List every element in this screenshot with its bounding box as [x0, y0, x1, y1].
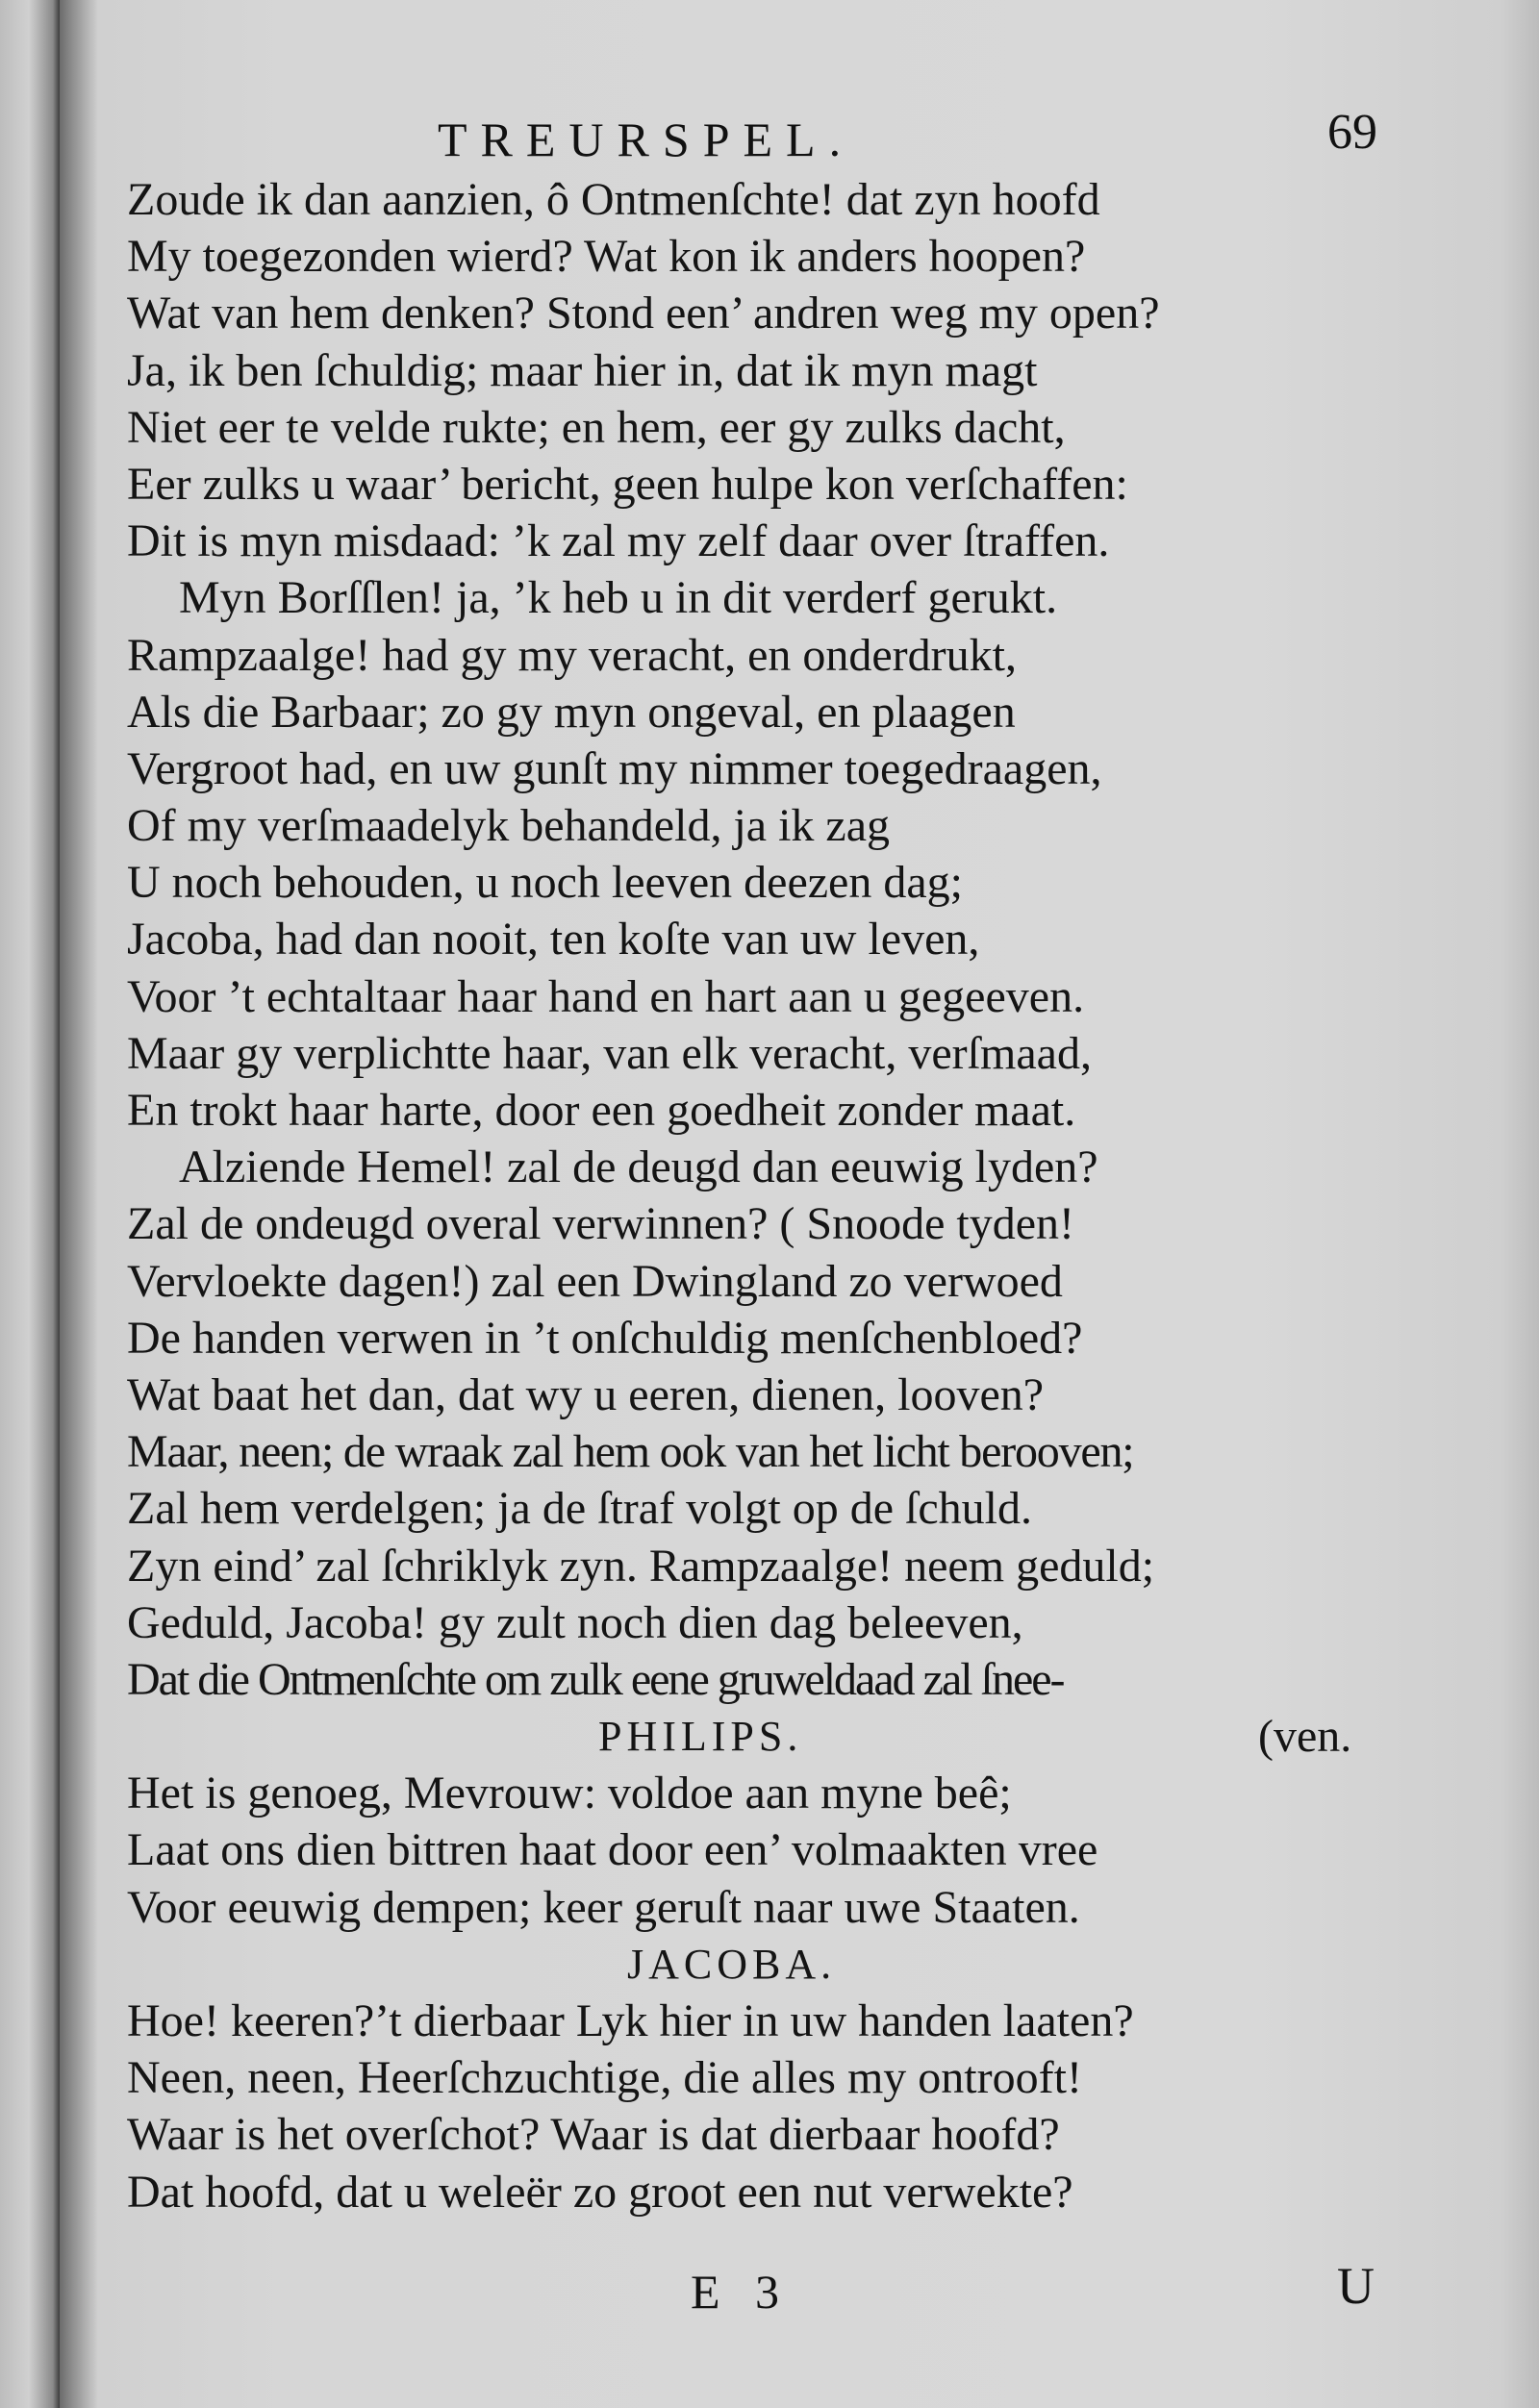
verse-line: En trokt haar harte, door een goedheit zonder maat.: [127, 1085, 1076, 1136]
verse-line: Als die Barbaar; zo gy myn ongeval, en plaagen: [127, 686, 1016, 738]
speaker-name-jacoba: JACOBA.: [627, 1940, 837, 1988]
verse-line: Dat hoofd, dat u weleër zo groot een nut verwekte?: [127, 2166, 1073, 2218]
verse-line: Vervloekte dagen!) zal een Dwingland zo verwoed: [127, 1255, 1063, 1307]
previous-page-edge: [0, 0, 60, 2408]
verse-line: Maar, neen; de wraak zal hem ook van het licht berooven;: [127, 1426, 1134, 1478]
turnover-word: (ven.: [1258, 1711, 1352, 1763]
verse-line: Het is genoeg, Mevrouw: voldoe aan myne beê;: [127, 1768, 1012, 1819]
verse-line: My toegezonden wierd? Wat kon ik anders hoopen?: [127, 231, 1086, 283]
verse-line: Dat die Ontmenſchte om zulk eene gruweldaad zal ſnee-: [127, 1653, 1064, 1705]
verse-line: Dit is myn misdaad: ’k zal my zelf daar over ſtraffen.: [127, 515, 1110, 567]
verse-line: Zoude ik dan aanzien, ô Ontmenſchte! dat zyn hoofd: [127, 174, 1100, 225]
verse-line: Geduld, Jacoba! gy zult noch dien dag beleeven,: [127, 1596, 1023, 1648]
speaker-heading-row: [127, 1708, 1397, 1765]
catchword: U: [1337, 2257, 1375, 2315]
gutter-shadow: [60, 0, 98, 2408]
verse-line: U noch behouden, u noch leeven deezen dag;: [127, 857, 963, 909]
verse-line: Ja, ik ben ſchuldig; maar hier in, dat ik myn magt: [127, 344, 1038, 396]
signature-mark: E 3: [691, 2265, 792, 2319]
verse-line: Alziende Hemel! zal de deugd dan eeuwig lyden?: [179, 1141, 1098, 1193]
verse-line: Wat baat het dan, dat wy u eeren, dienen, looven?: [127, 1368, 1045, 1420]
verse-line: Wat van hem denken? Stond een’ andren weg my open?: [127, 288, 1160, 339]
verse-line: Maar gy verplichtte haar, van elk veracht, verſmaad,: [127, 1027, 1092, 1079]
verse-line: Voor ’t echtaltaar haar hand en hart aan u gegeeven.: [127, 970, 1085, 1022]
verse-line: Waar is het overſchot? Waar is dat dierbaar hoofd?: [127, 2109, 1060, 2161]
verse-line: Neen, neen, Heerſchzuchtige, die alles my ontrooft!: [127, 2052, 1082, 2104]
verse-line: Myn Borſſlen! ja, ’k heb u in dit verderf gerukt.: [179, 572, 1058, 624]
verse-line: Vergroot had, en uw gunſt my nimmer toegedraagen,: [127, 742, 1102, 794]
verse-text: [127, 171, 1397, 2220]
verse-line: Jacoba, had dan nooit, ten koſte van uw leven,: [127, 914, 980, 966]
page-number: 69: [1327, 105, 1377, 160]
page-footer: [0, 2250, 1539, 2327]
verse-line: Eer zulks u waar’ bericht, geen hulpe kon verſchaffen:: [127, 458, 1128, 510]
verse-line: Zal de ondeugd overal verwinnen? ( Snoode tyden!: [127, 1198, 1075, 1250]
verse-line: Niet eer te velde rukte; en hem, eer gy zulks dacht,: [127, 401, 1066, 453]
running-title: TREURSPEL.: [438, 113, 855, 166]
speaker-name-philips: PHILIPS.: [598, 1713, 803, 1761]
verse-line: Voor eeuwig dempen; keer geruſt naar uwe Staaten.: [127, 1881, 1080, 1933]
speaker-heading-row: [127, 1936, 1397, 1993]
verse-line: Hoe! keeren?’t dierbaar Lyk hier in uw handen laaten?: [127, 1995, 1134, 2046]
verse-line: Zal hem verdelgen; ja de ſtraf volgt op de ſchuld.: [127, 1483, 1033, 1535]
page-header: [0, 104, 1539, 171]
verse-line: Laat ons dien bittren haat door een’ volmaakten vree: [127, 1824, 1098, 1876]
verse-line: Zyn eind’ zal ſchriklyk zyn. Rampzaalge! neem geduld;: [127, 1540, 1155, 1592]
verse-line: Rampzaalge! had gy my veracht, en onderdrukt,: [127, 629, 1017, 681]
verse-line: De handen verwen in ’t onſchuldig menſchenbloed?: [127, 1312, 1083, 1364]
verse-line: Of my verſmaadelyk behandeld, ja ik zag: [127, 800, 891, 852]
